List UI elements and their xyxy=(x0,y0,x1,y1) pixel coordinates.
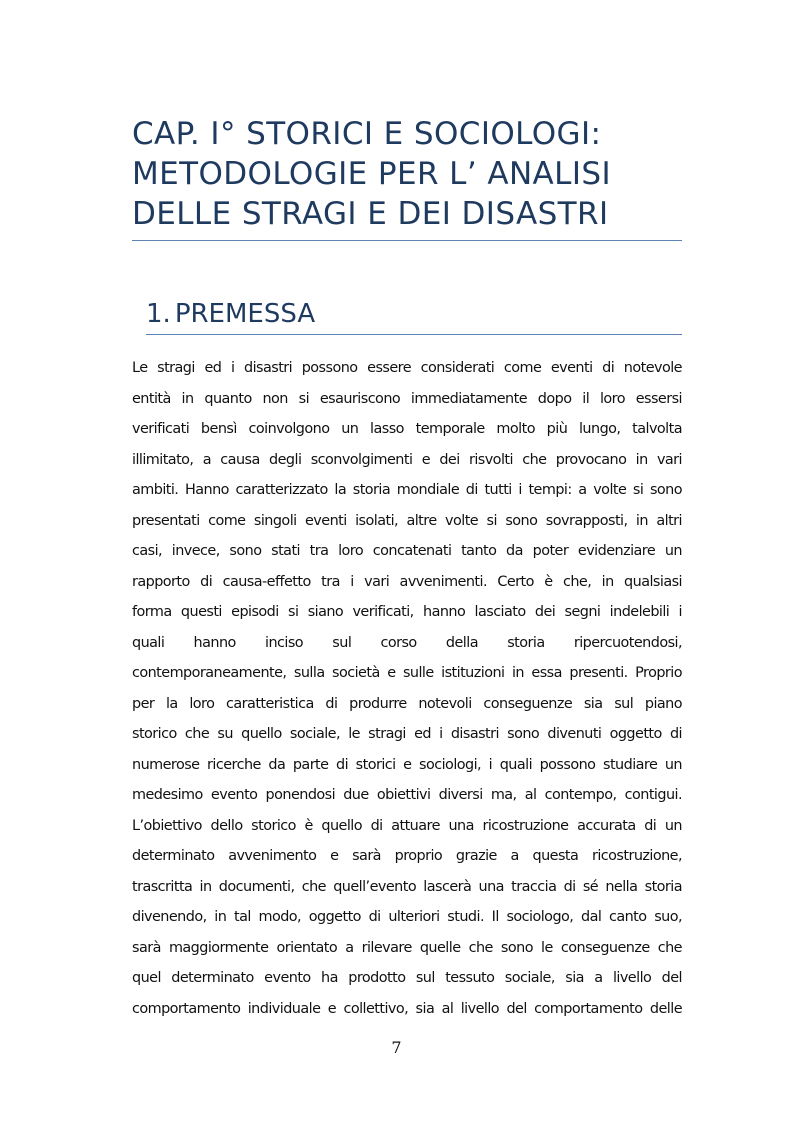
section-title xyxy=(146,296,315,332)
body-line: ambiti. Hanno caratterizzato la storia mondiale di tutti i tempi: a volte si sono xyxy=(132,482,682,498)
body-line: illimitato, a causa degli sconvolgimenti e dei risvolti che provocano in vari xyxy=(132,451,682,468)
body-line: sarà maggiormente orientato a rilevare quelle che sono le conseguenze che xyxy=(132,939,682,956)
body-line: forma questi episodi si siano verificati, hanno lasciato dei segni indelebili i xyxy=(132,604,682,620)
chapter-title-rule xyxy=(132,240,682,241)
body-paragraph xyxy=(132,353,682,1024)
body-line: rapporto di causa-effetto tra i vari avvenimenti. Certo è che, in qualsiasi xyxy=(132,573,682,590)
body-line: casi, invece, sono stati tra loro concatenati tanto da poter evidenziare un xyxy=(132,543,682,559)
body-line: entità in quanto non si esauriscono immediatamente dopo il loro essersi xyxy=(132,390,682,407)
section-title-rule xyxy=(146,334,682,335)
body-line: L’obiettivo dello storico è quello di attuare una ricostruzione accurata di un xyxy=(132,817,682,834)
body-line: quali hanno inciso sul corso della storia ripercuotendosi, xyxy=(132,634,682,651)
chapter-title xyxy=(132,114,684,234)
body-line: medesimo evento ponendosi due obiettivi diversi ma, al contempo, contigui. xyxy=(132,787,682,803)
body-line: determinato avvenimento e sarà proprio grazie a questa ricostruzione, xyxy=(132,848,682,864)
body-line: per la loro caratteristica di produrre notevoli conseguenze sia sul piano xyxy=(132,695,682,712)
page-number: 7 xyxy=(391,1038,402,1057)
body-line: comportamento individuale e collettivo, sia al livello del comportamento delle xyxy=(132,1000,682,1017)
body-line: presentati come singoli eventi isolati, altre volte si sono sovrapposti, in altri xyxy=(132,512,682,529)
chapter-title-line: CAP. I° STORICI E SOCIOLOGI: xyxy=(132,116,602,152)
body-line: verificati bensì coinvolgono un lasso temporale molto più lungo, talvolta xyxy=(132,421,682,437)
body-line: divenendo, in tal modo, oggetto di ulteriori studi. Il sociologo, dal canto suo, xyxy=(132,909,682,925)
section-title-text: PREMESSA xyxy=(174,299,316,329)
chapter-title-line: METODOLOGIE PER L’ ANALISI xyxy=(132,156,612,192)
section-number: 1. xyxy=(146,299,171,329)
body-line: trascritta in documenti, che quell’evento lascerà una traccia di sé nella storia xyxy=(132,878,682,895)
body-line: storico che su quello sociale, le stragi ed i disastri sono divenuti oggetto di xyxy=(132,726,682,742)
body-line: Le stragi ed i disastri possono essere considerati come eventi di notevole xyxy=(132,360,682,376)
body-line: quel determinato evento ha prodotto sul tessuto sociale, sia a livello del xyxy=(132,970,682,986)
body-line: contemporaneamente, sulla società e sulle istituzioni in essa presenti. Proprio xyxy=(132,665,682,681)
chapter-title-line: DELLE STRAGI E DEI DISASTRI xyxy=(132,196,609,232)
body-line: numerose ricerche da parte di storici e sociologi, i quali possono studiare un xyxy=(132,756,682,773)
